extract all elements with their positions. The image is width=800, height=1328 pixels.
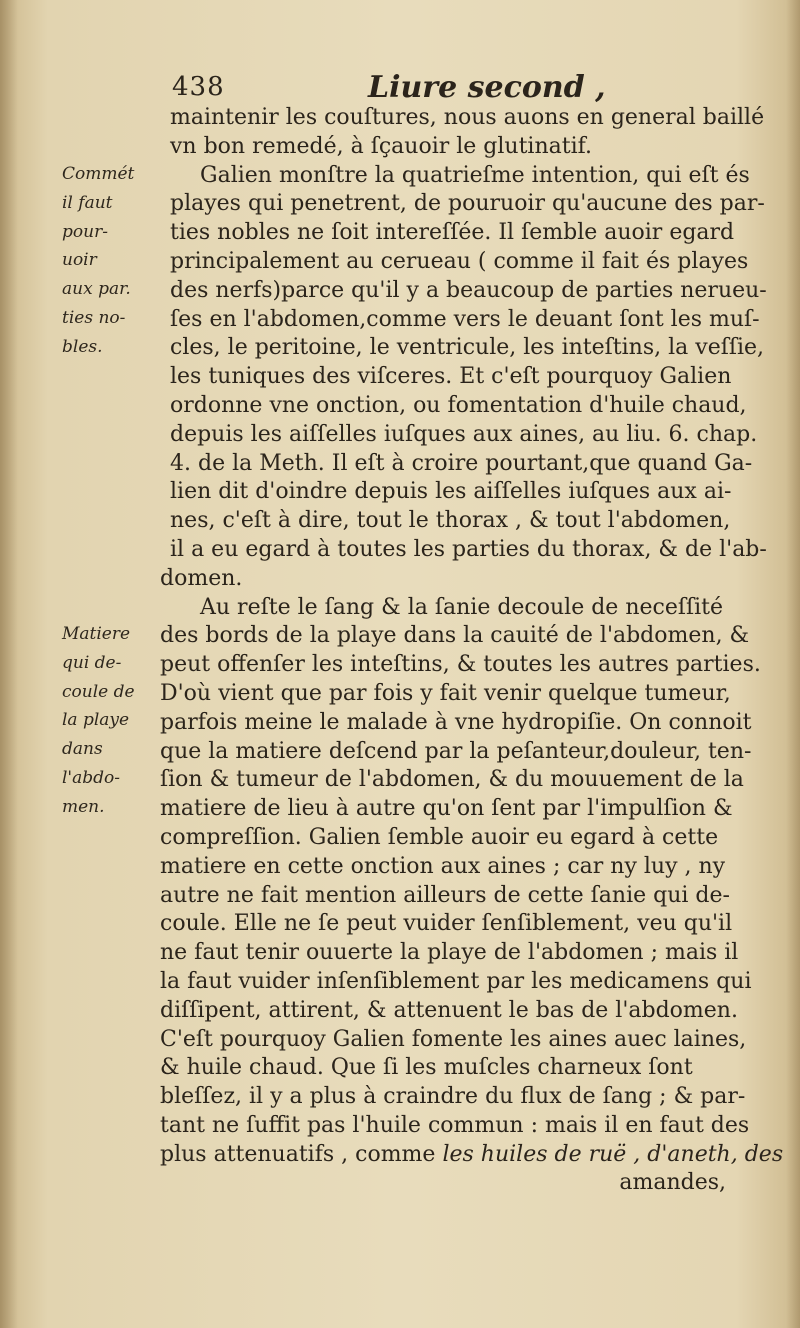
catchword: amandes,: [619, 1170, 726, 1196]
text-line: les tuniques des viſceres. Et c'eſt pourquoy Galien: [170, 364, 732, 390]
text-line: vn bon remedé, à ſçauoir le glutinatif.: [170, 133, 592, 159]
text-line: coule. Elle ne ſe peut vuider ſenſiblement, veu qu'il: [160, 911, 733, 937]
margin-note-noble-parts: [62, 160, 152, 362]
running-title: Liure second ,: [368, 70, 606, 105]
margin-note-line: Matiere: [62, 624, 131, 644]
page-number: 438: [172, 72, 225, 102]
margin-note-line: men.: [62, 796, 105, 817]
margin-note-matter: [62, 620, 152, 822]
margin-note-line: la playe: [62, 710, 130, 731]
text-line: compreſſion. Galien ſemble auoir eu egard à cette: [160, 824, 719, 850]
text-line: D'où vient que par fois y fait venir quelque tumeur,: [160, 680, 731, 706]
spine-shadow: [0, 0, 18, 1328]
text-line: C'eſt pourquoy Galien fomente les aines auec laines,: [160, 1026, 747, 1052]
text-line: ſes en l'abdomen,comme vers le deuant ſont les muſ-: [170, 306, 760, 332]
text-line: diſſipent, attirent, & attenuent le bas de l'abdomen.: [160, 997, 738, 1023]
margin-note-line: il faut: [62, 192, 113, 213]
text-line: nes, c'eſt à dire, tout le thorax , & tout l'abdomen,: [170, 508, 731, 534]
text-line: playes qui penetrent, de pouruoir qu'aucune des par-: [170, 191, 765, 217]
text-line: & huile chaud. Que ſi les muſcles charneux ſont: [160, 1055, 693, 1081]
margin-note-line: ties no-: [62, 307, 126, 328]
body-text: [150, 104, 784, 1198]
text-line: peut offenſer les inteſtins, & toutes les autres parties.: [160, 652, 761, 678]
margin-note-line: Commét: [62, 164, 135, 184]
margin-note-line: l'abdo-: [62, 767, 120, 788]
margin-note-line: qui de-: [62, 652, 122, 673]
margin-note-line: aux par.: [62, 279, 131, 300]
text-line: domen.: [160, 565, 243, 591]
margin-note-line: coule de: [62, 681, 135, 702]
italic-text-segment: les huiles de ruë , d'aneth, des: [442, 1141, 784, 1167]
text-segment: plus attenuatifs , comme: [160, 1141, 436, 1167]
text-line: tant ne ſuffit pas l'huile commun : mais il en faut des: [160, 1112, 750, 1138]
text-line: bleſſez, il y a plus à craindre du flux de ſang ; & par-: [160, 1084, 746, 1110]
text-line: ne faut tenir ouuerte la playe de l'abdomen ; mais il: [160, 940, 739, 966]
text-line: ordonne vne onction, ou fomentation d'huile chaud,: [170, 392, 747, 418]
margin-note-line: bles.: [62, 336, 103, 357]
text-line: maintenir les couſtures, nous auons en general baillé: [170, 105, 765, 130]
text-line: parfois meine le malade à vne hydropiſie. On connoit: [160, 709, 752, 735]
text-line: depuis les aiſſelles iuſques aux aines, au liu. 6. chap.: [170, 421, 758, 447]
text-line: matiere de lieu à autre qu'on ſent par l'impulſion &: [160, 796, 733, 822]
text-line: principalement au cerueau ( comme il fait és playes: [170, 248, 749, 274]
text-line: des nerfs)parce qu'il y a beaucoup de parties nerueu-: [170, 277, 767, 303]
text-line: matiere en cette onction aux aines ; car ny luy , ny: [160, 853, 726, 879]
text-line: lien dit d'oindre depuis les aiſſelles iuſques aux ai-: [170, 479, 732, 505]
text-line: que la matiere deſcend par la peſanteur,douleur, ten-: [160, 738, 752, 764]
text-line: 4. de la Meth. Il eſt à croire pourtant,que quand Ga-: [170, 450, 753, 476]
text-line: cles, le peritoine, le ventricule, les inteſtins, la veſſie,: [170, 335, 765, 361]
edge-shadow: [786, 0, 800, 1328]
text-line: Galien monſtre la quatrieſme intention, qui eſt és: [200, 162, 750, 188]
text-line: Au reſte le ſang & la ſanie decoule de neceſſité: [200, 594, 724, 620]
text-line: autre ne fait mention ailleurs de cette ſanie qui de-: [160, 882, 730, 908]
text-line: la faut vuider inſenſiblement par les medicamens qui: [160, 968, 752, 994]
text-line: ſion & tumeur de l'abdomen, & du mouuement de la: [160, 767, 744, 793]
text-line: des bords de la playe dans la cauité de l'abdomen, &: [160, 623, 750, 649]
margin-note-line: uoir: [62, 250, 97, 271]
text-line: il a eu egard à toutes les parties du thorax, & de l'ab-: [170, 536, 767, 562]
margin-note-line: pour-: [62, 221, 108, 242]
margin-note-line: dans: [62, 739, 103, 760]
text-line-mixed: [150, 1141, 784, 1170]
text-line: ties nobles ne ſoit intereſſée. Il ſemble auoir egard: [170, 220, 735, 246]
